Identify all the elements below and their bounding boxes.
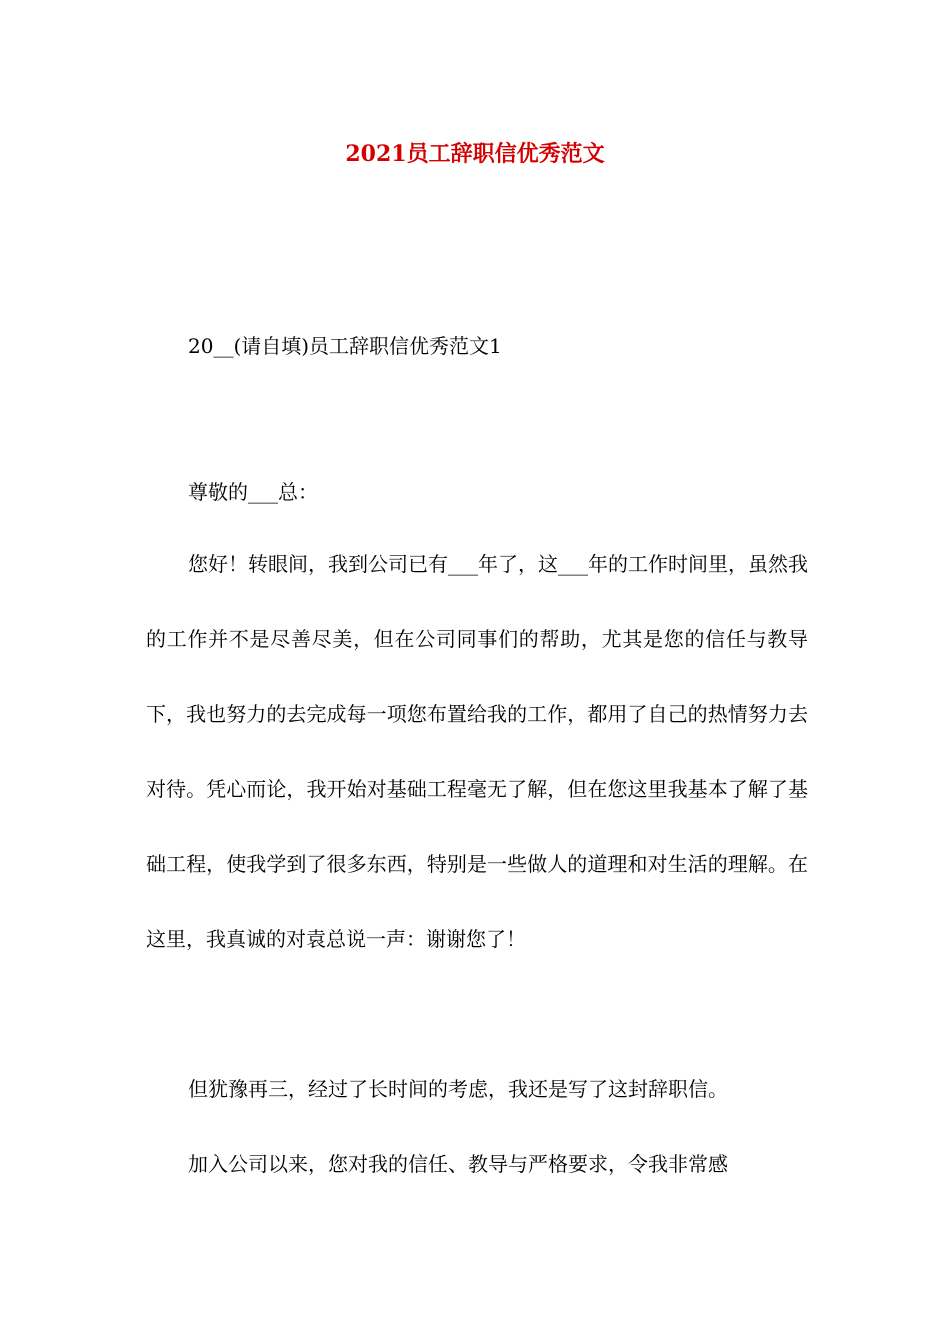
salutation: 尊敬的___总： xyxy=(188,480,318,504)
document-subtitle: 20__(请自填)员工辞职信优秀范文1 xyxy=(188,334,502,358)
document-title: 2021员工辞职信优秀范文 xyxy=(345,141,605,167)
body-paragraph-1: 您好！转眼间，我到公司已有___年了，这___年的工作时间里，虽然我的工作并不是尽善尽美，但在公司同事们的帮助，尤其是您的信任与教导下，我也努力的去完成每一项您布置给我的工作，都用了自己的热情努力去对待。凭心而论，我开始对基础工程毫无了解，但在您这里我基本了解了基础工程，使我学到了很多东西，特别是一些做人的道理和对生活的理解。在这里，我真诚的对袁总说一声：谢谢您了！ xyxy=(146,552,808,951)
body-paragraph-3: 加入公司以来，您对我的信任、教导与严格要求，令我非常感 xyxy=(188,1152,728,1176)
body-paragraph-2: 但犹豫再三，经过了长时间的考虑，我还是写了这封辞职信。 xyxy=(188,1077,728,1101)
